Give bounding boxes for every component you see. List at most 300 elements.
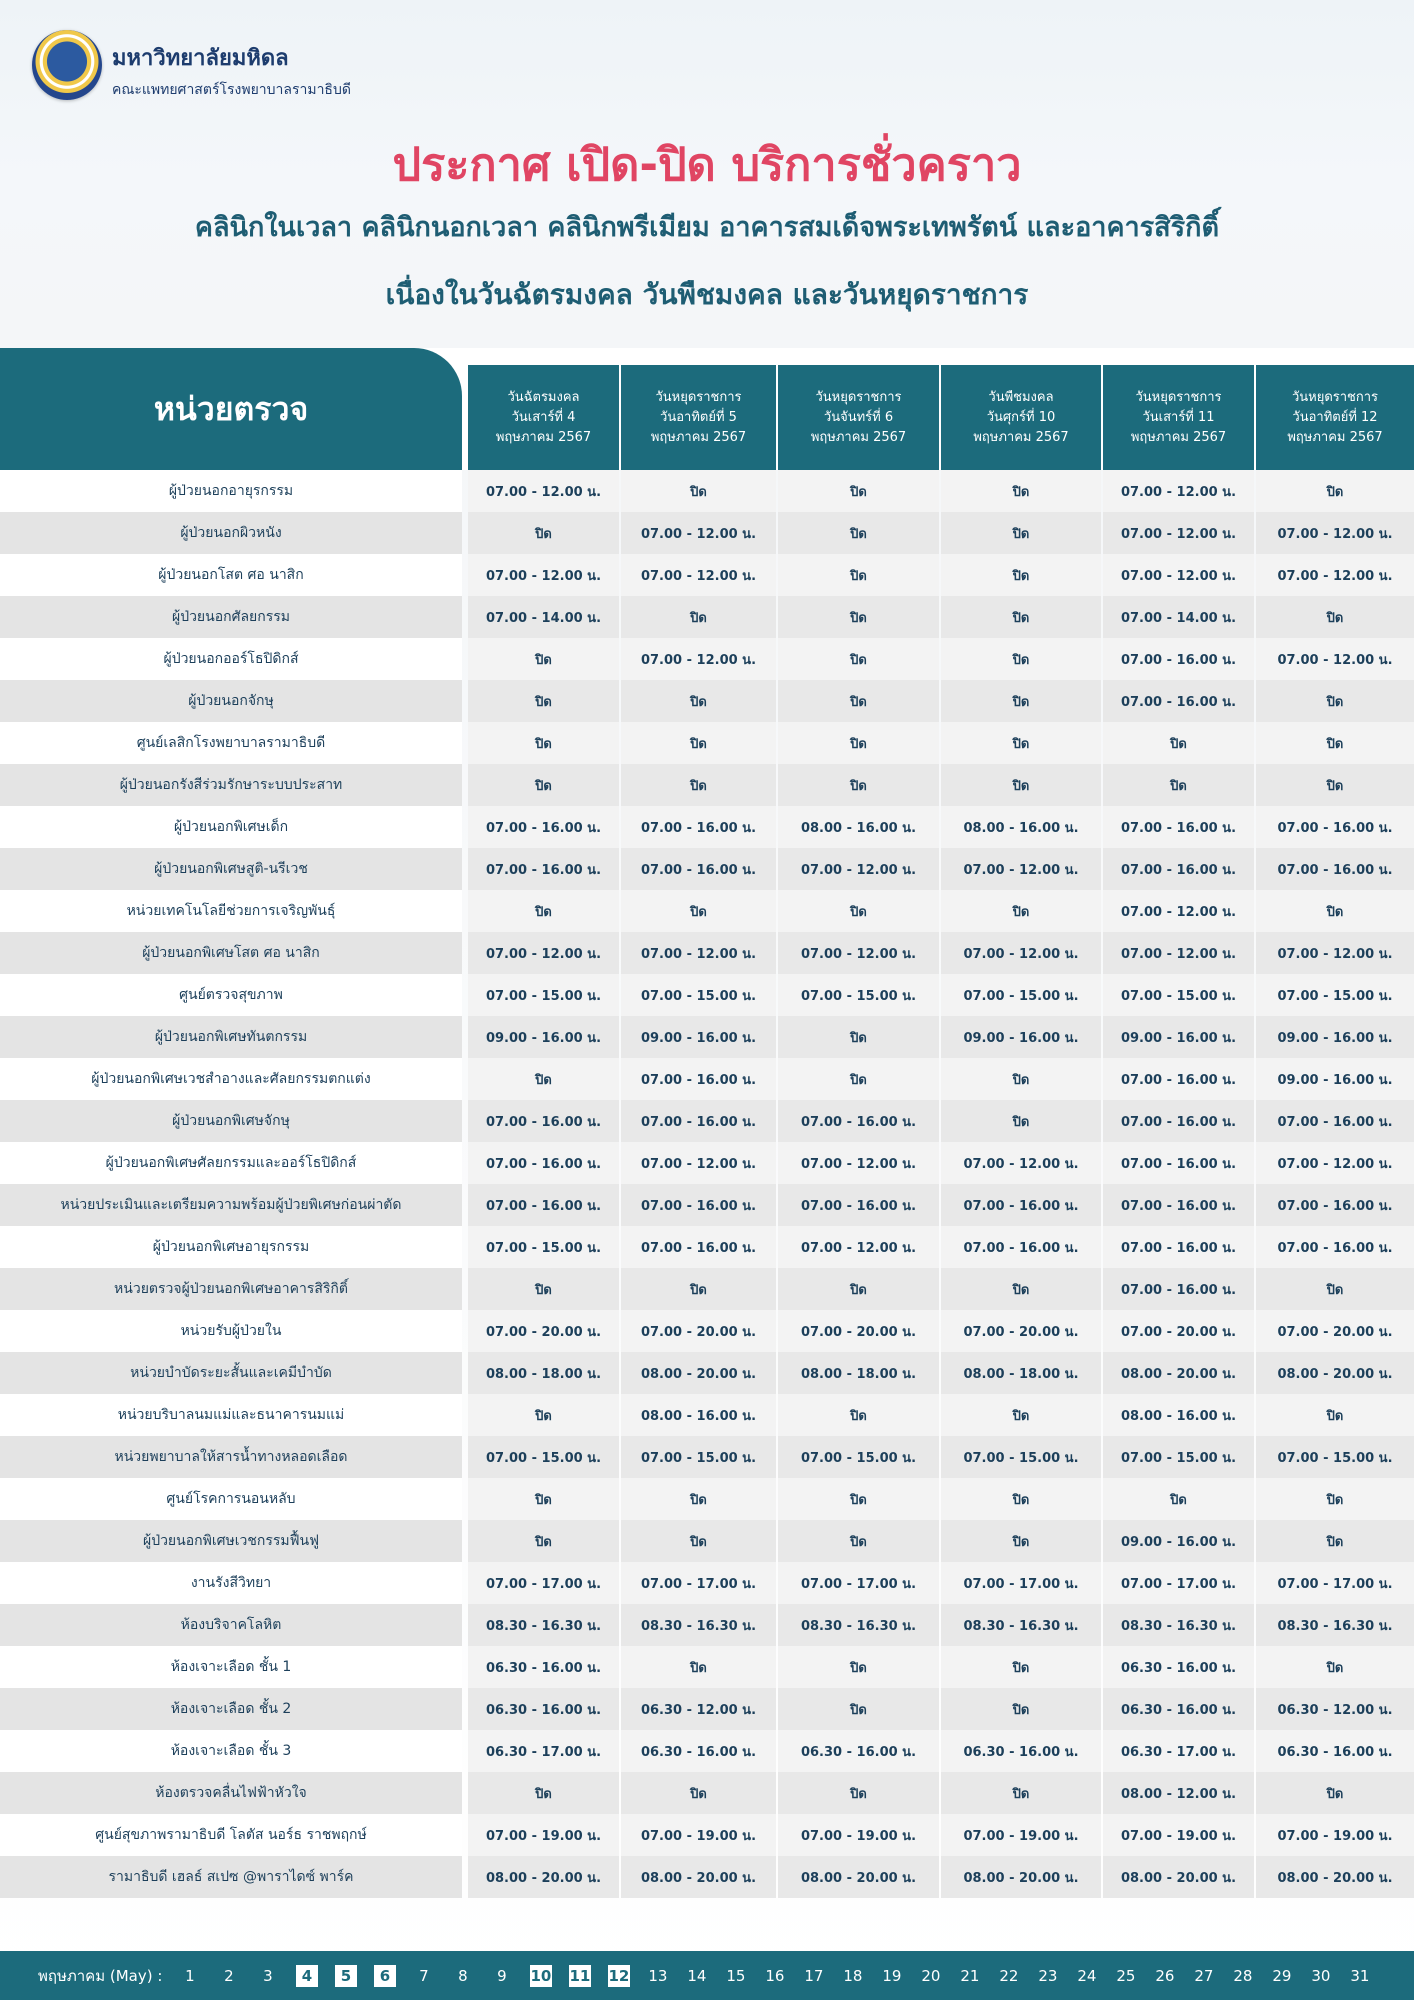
hours-cell: 07.00 - 15.00 น. — [1103, 1436, 1254, 1478]
hours-cell: 07.00 - 15.00 น. — [468, 1226, 619, 1268]
hours-cell: 07.00 - 14.00 น. — [468, 596, 619, 638]
hours-cell: ปิด — [468, 1520, 619, 1562]
hours-cell: 08.00 - 20.00 น. — [621, 1856, 776, 1898]
hours-cell: 06.30 - 12.00 น. — [1256, 1688, 1414, 1730]
calendar-day-number: 30 — [1311, 1966, 1331, 1985]
hours-cell: 08.00 - 20.00 น. — [621, 1352, 776, 1394]
hours-cell: 07.00 - 16.00 น. — [1103, 848, 1254, 890]
hours-cell: 06.30 - 16.00 น. — [1256, 1730, 1414, 1772]
hours-cell: ปิด — [468, 1772, 619, 1814]
hours-cell: 08.00 - 20.00 น. — [1256, 1856, 1414, 1898]
hours-cell: 07.00 - 15.00 น. — [941, 974, 1101, 1016]
calendar-day — [248, 1965, 287, 1987]
date-column-header — [941, 365, 1101, 470]
hours-cell: ปิด — [941, 1772, 1101, 1814]
hours-cell: 06.30 - 17.00 น. — [1103, 1730, 1254, 1772]
hours-cell: 07.00 - 17.00 น. — [468, 1562, 619, 1604]
date-header-line: พฤษภาคม 2567 — [650, 429, 747, 445]
hours-cell: ปิด — [778, 512, 939, 554]
calendar-day — [443, 1965, 482, 1987]
calendar-day-number: 31 — [1350, 1966, 1370, 1985]
hours-cell: ปิด — [1256, 890, 1414, 932]
unit-name: หน่วยรับผู้ป่วยใน — [0, 1310, 462, 1352]
hours-cell: ปิด — [621, 1772, 776, 1814]
unit-name: ศูนย์สุขภาพรามาธิบดี โลตัส นอร์ธ ราชพฤกษ์ — [0, 1814, 462, 1856]
hours-cell: 06.30 - 16.00 น. — [621, 1730, 776, 1772]
hours-cell: 07.00 - 15.00 น. — [778, 974, 939, 1016]
hours-cell: ปิด — [941, 1100, 1101, 1142]
hours-cell: 07.00 - 19.00 น. — [941, 1814, 1101, 1856]
hours-cell: 07.00 - 16.00 น. — [778, 1100, 939, 1142]
hours-cell: ปิด — [941, 638, 1101, 680]
hours-cell: 07.00 - 16.00 น. — [778, 1184, 939, 1226]
calendar-day — [677, 1965, 716, 1987]
hours-cell: 07.00 - 15.00 น. — [621, 974, 776, 1016]
unit-name: ผู้ป่วยนอกจักษุ — [0, 680, 462, 722]
hours-cell: 07.00 - 16.00 น. — [1103, 1100, 1254, 1142]
hours-cell: 07.00 - 16.00 น. — [621, 1100, 776, 1142]
hours-cell: 07.00 - 16.00 น. — [621, 806, 776, 848]
calendar-day — [833, 1965, 872, 1987]
hours-cell: 08.00 - 16.00 น. — [621, 1394, 776, 1436]
calendar-day — [1067, 1965, 1106, 1987]
calendar-day — [209, 1965, 248, 1987]
hours-cell: 07.00 - 12.00 น. — [468, 932, 619, 974]
page-title: ประกาศ เปิด-ปิด บริการชั่วคราว — [392, 138, 1022, 191]
table-row — [0, 764, 1414, 806]
date-column-header — [468, 365, 619, 470]
hours-cell: 07.00 - 12.00 น. — [941, 1142, 1101, 1184]
hours-cell: 08.00 - 18.00 น. — [468, 1352, 619, 1394]
hours-cell: 08.00 - 16.00 น. — [941, 806, 1101, 848]
hours-cell: 07.00 - 14.00 น. — [1103, 596, 1254, 638]
hours-cell: ปิด — [941, 680, 1101, 722]
hours-cell: 08.00 - 16.00 น. — [1103, 1394, 1254, 1436]
calendar-day — [638, 1965, 677, 1987]
table-row — [0, 1226, 1414, 1268]
hours-cell: 07.00 - 12.00 น. — [1256, 932, 1414, 974]
hours-cell: 07.00 - 16.00 น. — [1256, 1184, 1414, 1226]
hours-cell: ปิด — [1103, 1478, 1254, 1520]
hours-cell: ปิด — [1256, 1268, 1414, 1310]
hours-cell: ปิด — [941, 470, 1101, 512]
hours-cell: 07.00 - 12.00 น. — [1256, 638, 1414, 680]
calendar-day-number: 8 — [458, 1966, 468, 1985]
hours-cell: 07.00 - 12.00 น. — [778, 932, 939, 974]
hours-cell: ปิด — [778, 764, 939, 806]
hours-cell: ปิด — [621, 722, 776, 764]
hours-cell: ปิด — [1256, 1478, 1414, 1520]
unit-name: ผู้ป่วยนอกออร์โธปิดิกส์ — [0, 638, 462, 680]
unit-name: ผู้ป่วยนอกพิเศษอายุรกรรม — [0, 1226, 462, 1268]
table-row — [0, 554, 1414, 596]
date-header-line: วันเสาร์ที่ 11 — [1142, 409, 1215, 425]
hours-cell: 07.00 - 16.00 น. — [941, 1226, 1101, 1268]
hours-cell: ปิด — [621, 470, 776, 512]
hours-cell: ปิด — [621, 680, 776, 722]
hours-cell: ปิด — [621, 890, 776, 932]
calendar-day — [1184, 1965, 1223, 1987]
calendar-day — [560, 1965, 599, 1987]
hours-cell: 09.00 - 16.00 น. — [1256, 1058, 1414, 1100]
calendar-day — [755, 1965, 794, 1987]
hours-cell: 06.30 - 16.00 น. — [1103, 1688, 1254, 1730]
unit-name: ผู้ป่วยนอกพิเศษศัลยกรรมและออร์โธปิดิกส์ — [0, 1142, 462, 1184]
calendar-day-number: 12 — [608, 1966, 630, 1985]
hours-cell: 07.00 - 20.00 น. — [621, 1310, 776, 1352]
unit-name: หน่วยเทคโนโลยีช่วยการเจริญพันธุ์ — [0, 890, 462, 932]
calendar-day-number: 13 — [648, 1966, 668, 1985]
unit-name: ผู้ป่วยนอกโสต ศอ นาสิก — [0, 554, 462, 596]
hours-cell: 09.00 - 16.00 น. — [941, 1016, 1101, 1058]
date-header-line: พฤษภาคม 2567 — [810, 429, 907, 445]
calendar-day — [911, 1965, 950, 1987]
calendar-day — [1106, 1965, 1145, 1987]
hours-cell: ปิด — [468, 890, 619, 932]
calendar-day — [1340, 1965, 1379, 1987]
date-header-line: วันหยุดราชการ — [1135, 389, 1222, 405]
hours-cell: ปิด — [1256, 764, 1414, 806]
date-header-line: วันศุกร์ที่ 10 — [986, 409, 1056, 425]
date-column-header — [778, 365, 939, 470]
unit-name: ผู้ป่วยนอกพิเศษเด็ก — [0, 806, 462, 848]
hours-cell: 07.00 - 12.00 น. — [778, 848, 939, 890]
table-row — [0, 1184, 1414, 1226]
calendar-day-number: 21 — [960, 1966, 980, 1985]
date-column-header — [621, 365, 776, 470]
calendar-day-number: 6 — [374, 1965, 396, 1987]
hours-cell: 08.30 - 16.30 น. — [941, 1604, 1101, 1646]
org-block — [112, 40, 351, 101]
date-column-header — [1256, 365, 1414, 470]
date-header-line: วันจันทร์ที่ 6 — [823, 409, 894, 425]
calendar-day — [1028, 1965, 1067, 1987]
hours-cell: 07.00 - 16.00 น. — [621, 848, 776, 890]
table-row — [0, 890, 1414, 932]
hours-cell: 07.00 - 16.00 น. — [621, 1058, 776, 1100]
unit-name: ผู้ป่วยนอกพิเศษเวชกรรมฟื้นฟู — [0, 1520, 462, 1562]
date-column-header — [1103, 365, 1254, 470]
calendar-day-number: 14 — [687, 1966, 707, 1985]
org-name: มหาวิทยาลัยมหิดล — [112, 46, 289, 71]
hours-cell: ปิด — [778, 1268, 939, 1310]
hours-cell: ปิด — [778, 1016, 939, 1058]
table-row — [0, 1268, 1414, 1310]
hours-cell: 08.00 - 20.00 น. — [1256, 1352, 1414, 1394]
unit-name: ห้องเจาะเลือด ชั้น 1 — [0, 1646, 462, 1688]
hours-cell: 08.00 - 18.00 น. — [778, 1352, 939, 1394]
hours-cell: 07.00 - 12.00 น. — [621, 932, 776, 974]
calendar-day-number: 3 — [263, 1966, 273, 1985]
calendar-day-number: 4 — [296, 1965, 318, 1987]
hours-cell: 07.00 - 15.00 น. — [1103, 974, 1254, 1016]
unit-name: ผู้ป่วยนอกพิเศษโสต ศอ นาสิก — [0, 932, 462, 974]
hours-cell: ปิด — [468, 1058, 619, 1100]
date-header-line: พฤษภาคม 2567 — [973, 429, 1069, 445]
hours-cell: 07.00 - 15.00 น. — [468, 974, 619, 1016]
table-row — [0, 1646, 1414, 1688]
hours-cell: ปิด — [468, 638, 619, 680]
table-row — [0, 596, 1414, 638]
hours-cell: 07.00 - 12.00 น. — [778, 1142, 939, 1184]
hours-cell: 07.00 - 12.00 น. — [941, 848, 1101, 890]
hours-cell: 08.30 - 16.30 น. — [621, 1604, 776, 1646]
hours-cell: 09.00 - 16.00 น. — [621, 1016, 776, 1058]
table-row — [0, 1436, 1414, 1478]
hours-cell: 07.00 - 16.00 น. — [1103, 1226, 1254, 1268]
hours-cell: ปิด — [941, 596, 1101, 638]
date-header-line: พฤษภาคม 2567 — [495, 429, 592, 445]
unit-name: ผู้ป่วยนอกพิเศษสูติ-นรีเวช — [0, 848, 462, 890]
calendar-day — [1301, 1965, 1340, 1987]
hours-cell: 07.00 - 16.00 น. — [1256, 848, 1414, 890]
hours-cell: 07.00 - 16.00 น. — [1256, 1226, 1414, 1268]
calendar-day — [794, 1965, 833, 1987]
hours-cell: 08.00 - 20.00 น. — [941, 1856, 1101, 1898]
hours-cell: ปิด — [941, 1478, 1101, 1520]
hours-cell: 08.00 - 20.00 น. — [1103, 1856, 1254, 1898]
date-header-line: วันหยุดราชการ — [655, 389, 742, 405]
calendar-day-number: 11 — [569, 1966, 591, 1985]
unit-name: ผู้ป่วยนอกพิเศษทันตกรรม — [0, 1016, 462, 1058]
hours-cell: ปิด — [1256, 596, 1414, 638]
hours-cell: 08.00 - 12.00 น. — [1103, 1772, 1254, 1814]
table-row — [0, 1604, 1414, 1646]
hours-cell: 07.00 - 12.00 น. — [621, 554, 776, 596]
calendar-day — [599, 1965, 638, 1987]
unit-name: ศูนย์โรคการนอนหลับ — [0, 1478, 462, 1520]
calendar-day-number: 9 — [497, 1966, 507, 1985]
unit-name: ห้องเจาะเลือด ชั้น 2 — [0, 1688, 462, 1730]
unit-name: ผู้ป่วยนอกพิเศษจักษุ — [0, 1100, 462, 1142]
table-row — [0, 1142, 1414, 1184]
hours-cell: ปิด — [468, 680, 619, 722]
table-row — [0, 1814, 1414, 1856]
hours-cell: ปิด — [1256, 722, 1414, 764]
calendar-day-number: 19 — [882, 1966, 902, 1985]
calendar-day — [482, 1965, 521, 1987]
org-subname: คณะแพทยศาสตร์โรงพยาบาลรามาธิบดี — [112, 82, 351, 98]
hours-cell: 06.30 - 16.00 น. — [941, 1730, 1101, 1772]
hours-cell: 07.00 - 16.00 น. — [1103, 638, 1254, 680]
calendar-day-number: 23 — [1038, 1966, 1058, 1985]
calendar-day-number: 25 — [1116, 1966, 1136, 1985]
hours-cell: 07.00 - 16.00 น. — [621, 1184, 776, 1226]
hours-cell: ปิด — [621, 596, 776, 638]
calendar-day-number: 29 — [1272, 1966, 1292, 1985]
unit-column-header: หน่วยตรวจ — [0, 348, 462, 470]
hours-cell: ปิด — [468, 1478, 619, 1520]
hours-cell: 08.00 - 16.00 น. — [778, 806, 939, 848]
unit-name: ศูนย์เลสิกโรงพยาบาลรามาธิบดี — [0, 722, 462, 764]
unit-name: หน่วยบริบาลนมแม่และธนาคารนมแม่ — [0, 1394, 462, 1436]
hours-cell: 08.30 - 16.30 น. — [468, 1604, 619, 1646]
hours-cell: ปิด — [941, 1520, 1101, 1562]
hours-cell: 07.00 - 15.00 น. — [778, 1436, 939, 1478]
date-header-line: พฤษภาคม 2567 — [1130, 429, 1227, 445]
hours-cell: 07.00 - 16.00 น. — [1103, 1142, 1254, 1184]
calendar-day — [989, 1965, 1028, 1987]
hours-cell: ปิด — [778, 1058, 939, 1100]
hours-cell: ปิด — [778, 680, 939, 722]
date-header-line: พฤษภาคม 2567 — [1287, 429, 1383, 445]
hours-cell: 07.00 - 20.00 น. — [1256, 1310, 1414, 1352]
unit-name: ผู้ป่วยนอกผิวหนัง — [0, 512, 462, 554]
hours-cell: 08.30 - 16.30 น. — [1256, 1604, 1414, 1646]
hours-cell: ปิด — [1256, 1394, 1414, 1436]
unit-name: หน่วยพยาบาลให้สารน้ำทางหลอดเลือด — [0, 1436, 462, 1478]
hours-cell: 07.00 - 12.00 น. — [468, 554, 619, 596]
hours-cell: 07.00 - 12.00 น. — [621, 512, 776, 554]
hours-cell: 07.00 - 17.00 น. — [621, 1562, 776, 1604]
hours-cell: 07.00 - 16.00 น. — [1103, 1184, 1254, 1226]
calendar-day-number: 18 — [843, 1966, 863, 1985]
calendar-day-number: 2 — [224, 1966, 234, 1985]
hours-cell: 07.00 - 17.00 น. — [941, 1562, 1101, 1604]
calendar-day — [287, 1965, 326, 1987]
hours-cell: 07.00 - 19.00 น. — [621, 1814, 776, 1856]
calendar-day-number: 26 — [1155, 1966, 1175, 1985]
hours-cell: ปิด — [941, 1058, 1101, 1100]
table-header — [0, 348, 1414, 470]
hours-cell: ปิด — [941, 722, 1101, 764]
hours-cell: 06.30 - 17.00 น. — [468, 1730, 619, 1772]
hours-cell: ปิด — [1256, 680, 1414, 722]
hours-cell: ปิด — [621, 764, 776, 806]
unit-name: ศูนย์ตรวจสุขภาพ — [0, 974, 462, 1016]
calendar-day — [404, 1965, 443, 1987]
date-header-line: วันเสาร์ที่ 4 — [511, 409, 576, 425]
hours-cell: 07.00 - 17.00 น. — [1103, 1562, 1254, 1604]
table-row — [0, 974, 1414, 1016]
hours-cell: 07.00 - 12.00 น. — [1103, 554, 1254, 596]
hours-cell: ปิด — [778, 638, 939, 680]
table-row — [0, 1100, 1414, 1142]
unit-name: ห้องบริจาคโลหิต — [0, 1604, 462, 1646]
table-row — [0, 1562, 1414, 1604]
calendar-day-number: 27 — [1194, 1966, 1214, 1985]
header — [0, 0, 1414, 348]
unit-name: หน่วยบำบัดระยะสั้นและเคมีบำบัด — [0, 1352, 462, 1394]
calendar-day — [326, 1965, 365, 1987]
hours-cell: 08.30 - 16.30 น. — [778, 1604, 939, 1646]
hours-cell: ปิด — [1256, 1772, 1414, 1814]
hours-cell: ปิด — [778, 470, 939, 512]
hours-cell: 07.00 - 16.00 น. — [468, 848, 619, 890]
page-subtitle-2: เนื่องในวันฉัตรมงคล วันพืชมงคล และวันหยุดราชการ — [385, 278, 1029, 311]
table-row — [0, 1478, 1414, 1520]
table-row — [0, 1856, 1414, 1898]
hours-cell: ปิด — [941, 1688, 1101, 1730]
date-header-line: วันอาทิตย์ที่ 5 — [660, 409, 737, 425]
hours-cell: 07.00 - 12.00 น. — [621, 1142, 776, 1184]
hours-cell: 07.00 - 15.00 น. — [1256, 1436, 1414, 1478]
university-logo — [32, 30, 102, 100]
unit-name: ผู้ป่วยนอกศัลยกรรม — [0, 596, 462, 638]
date-header-line: วันพืชมงคล — [988, 389, 1054, 405]
hours-cell: 07.00 - 16.00 น. — [1256, 1100, 1414, 1142]
hours-cell: ปิด — [778, 1394, 939, 1436]
table-row — [0, 1394, 1414, 1436]
hours-cell: ปิด — [941, 554, 1101, 596]
hours-cell: 09.00 - 16.00 น. — [1103, 1520, 1254, 1562]
calendar-month-label: พฤษภาคม (May) : — [38, 1966, 163, 1985]
hours-cell: 07.00 - 12.00 น. — [468, 470, 619, 512]
calendar-day-number: 7 — [419, 1966, 429, 1985]
hours-cell: ปิด — [621, 1478, 776, 1520]
table-row — [0, 1772, 1414, 1814]
table-row — [0, 848, 1414, 890]
calendar-day-number: 1 — [185, 1966, 195, 1985]
hours-cell: 07.00 - 16.00 น. — [468, 1142, 619, 1184]
hours-cell: ปิด — [1256, 470, 1414, 512]
unit-name: ผู้ป่วยนอกรังสีร่วมรักษาระบบประสาท — [0, 764, 462, 806]
hours-cell: 08.00 - 20.00 น. — [778, 1856, 939, 1898]
hours-cell: ปิด — [778, 1478, 939, 1520]
hours-cell: 07.00 - 16.00 น. — [1103, 1268, 1254, 1310]
hours-cell: ปิด — [468, 1268, 619, 1310]
hours-cell: 06.30 - 16.00 น. — [1103, 1646, 1254, 1688]
calendar-day-number: 24 — [1077, 1966, 1097, 1985]
calendar-day — [950, 1965, 989, 1987]
hours-cell: 07.00 - 12.00 น. — [1256, 512, 1414, 554]
hours-cell: 07.00 - 12.00 น. — [1103, 932, 1254, 974]
calendar-day-number: 16 — [765, 1966, 785, 1985]
hours-cell: 07.00 - 12.00 น. — [1103, 470, 1254, 512]
hours-cell: ปิด — [468, 722, 619, 764]
hours-cell: 08.00 - 20.00 น. — [1103, 1352, 1254, 1394]
calendar-day-number: 20 — [921, 1966, 941, 1985]
hours-cell: 07.00 - 19.00 น. — [1256, 1814, 1414, 1856]
hours-cell: 07.00 - 20.00 น. — [778, 1310, 939, 1352]
page-subtitle-1: คลินิกในเวลา คลินิกนอกเวลา คลินิกพรีเมียม อาคารสมเด็จพระเทพรัตน์ และอาคารสิริกิติ์ — [194, 212, 1220, 243]
hours-cell: 07.00 - 16.00 น. — [468, 1100, 619, 1142]
hours-cell: ปิด — [468, 764, 619, 806]
calendar-day — [872, 1965, 911, 1987]
hours-cell: ปิด — [621, 1520, 776, 1562]
hours-cell: 07.00 - 16.00 น. — [1256, 806, 1414, 848]
calendar-day — [170, 1965, 209, 1987]
table-row — [0, 1058, 1414, 1100]
hours-cell: 07.00 - 15.00 น. — [621, 1436, 776, 1478]
unit-name: ผู้ป่วยนอกพิเศษเวชสำอางและศัลยกรรมตกแต่ง — [0, 1058, 462, 1100]
unit-name: หน่วยประเมินและเตรียมความพร้อมผู้ป่วยพิเศษก่อนผ่าตัด — [0, 1184, 462, 1226]
hours-cell: ปิด — [778, 554, 939, 596]
hours-cell: 09.00 - 16.00 น. — [1103, 1016, 1254, 1058]
hours-cell: ปิด — [1256, 1520, 1414, 1562]
table-row — [0, 1688, 1414, 1730]
unit-name: ห้องเจาะเลือด ชั้น 3 — [0, 1730, 462, 1772]
calendar-day-number: 28 — [1233, 1966, 1253, 1985]
table-row — [0, 1520, 1414, 1562]
calendar-day-number: 22 — [999, 1966, 1019, 1985]
hours-cell: 07.00 - 20.00 น. — [468, 1310, 619, 1352]
hours-cell: ปิด — [941, 1268, 1101, 1310]
date-header-line: วันหยุดราชการ — [1291, 389, 1379, 405]
table-row — [0, 1730, 1414, 1772]
hours-cell: ปิด — [778, 1772, 939, 1814]
hours-cell: 07.00 - 16.00 น. — [1103, 1058, 1254, 1100]
hours-cell: 08.00 - 18.00 น. — [941, 1352, 1101, 1394]
hours-cell: 07.00 - 17.00 น. — [1256, 1562, 1414, 1604]
hours-cell: ปิด — [778, 1646, 939, 1688]
table-row — [0, 512, 1414, 554]
calendar-day — [716, 1965, 755, 1987]
table-row — [0, 470, 1414, 512]
hours-cell: 07.00 - 19.00 น. — [468, 1814, 619, 1856]
hours-cell: 07.00 - 16.00 น. — [941, 1184, 1101, 1226]
table-row — [0, 722, 1414, 764]
